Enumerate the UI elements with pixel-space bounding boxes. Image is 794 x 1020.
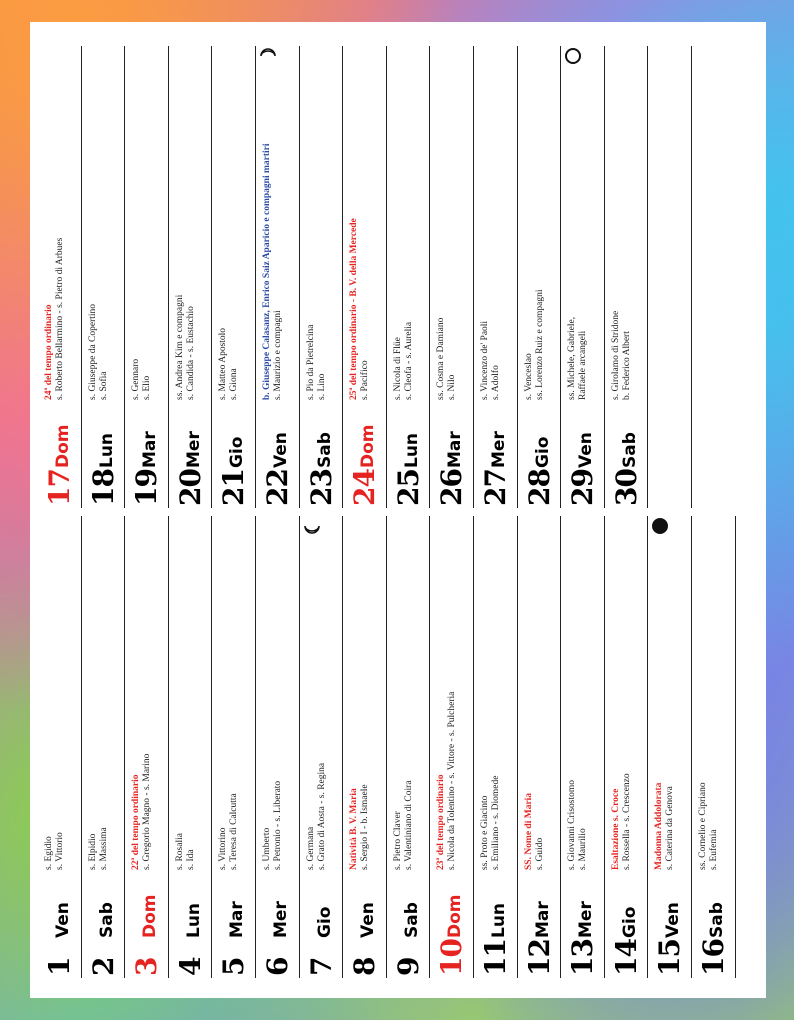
saints-list bbox=[306, 60, 328, 400]
saints-list bbox=[654, 530, 676, 870]
day-number: 21 bbox=[217, 469, 251, 506]
saints-list bbox=[131, 530, 153, 870]
day-number: 22 bbox=[260, 469, 294, 506]
saints-list bbox=[262, 60, 284, 400]
saint-name: s. Girolamo di Stridone bbox=[610, 310, 621, 400]
saint-name: s. Maurilio bbox=[578, 828, 589, 870]
day-row bbox=[300, 46, 344, 508]
saint-name: s. Nicola da Tolentino - s. Vittore - s. Pulcheria bbox=[447, 691, 458, 870]
day-number: 18 bbox=[86, 469, 120, 506]
day-row bbox=[256, 516, 300, 978]
day-number: 12 bbox=[522, 939, 556, 976]
day-of-week: Gio bbox=[532, 436, 553, 468]
day-number: 24 bbox=[348, 469, 382, 506]
saint-name: ss. Proto e Giacinto bbox=[479, 795, 490, 870]
saints-list bbox=[175, 530, 197, 870]
day-row bbox=[300, 516, 344, 978]
saints-list bbox=[393, 60, 415, 400]
saint-name: ss. Michele, Gabriele, bbox=[567, 316, 578, 400]
calendar-page bbox=[30, 22, 766, 998]
saints-list bbox=[567, 60, 589, 400]
day-row bbox=[343, 516, 387, 978]
feast-label: Natività B. V. Maria bbox=[349, 788, 360, 870]
day-number: 17 bbox=[43, 469, 76, 506]
day-number: 28 bbox=[522, 469, 556, 506]
day-number: 16 bbox=[696, 939, 730, 976]
saint-name: ss. Andrea Kim e compagni bbox=[174, 294, 185, 400]
feast-label: 24ª del tempo ordinario bbox=[44, 304, 54, 400]
saints-list bbox=[218, 530, 240, 870]
saint-name: b. Federico Albert bbox=[621, 331, 632, 400]
saint-name: s. Candida - s. Eustachio bbox=[185, 306, 196, 400]
saint-name: s. Pacifico bbox=[360, 360, 371, 400]
saints-list bbox=[306, 530, 328, 870]
empty-row bbox=[648, 46, 692, 508]
day-row bbox=[125, 46, 169, 508]
saint-name: s. Gennaro bbox=[131, 358, 142, 400]
saint-name: s. Emiliano - s. Diomede bbox=[490, 775, 501, 870]
saint-name: s. Petronio - s. Liberato bbox=[272, 780, 283, 870]
saints-list bbox=[567, 530, 589, 870]
saints-list bbox=[88, 60, 110, 400]
day-row bbox=[125, 516, 169, 978]
saint-name: Raffaele arcangeli bbox=[578, 330, 589, 400]
day-of-week: Mer bbox=[270, 901, 291, 938]
day-of-week: Mar bbox=[532, 901, 553, 938]
day-number: 30 bbox=[609, 469, 643, 506]
day-number: 27 bbox=[478, 469, 512, 506]
saints-list bbox=[524, 530, 546, 870]
day-row bbox=[343, 46, 387, 508]
saint-name: s. Caterina da Genova bbox=[665, 786, 676, 870]
day-of-week: Dom bbox=[445, 894, 466, 938]
saint-name: s. Elpidio bbox=[87, 833, 98, 870]
day-row bbox=[518, 46, 562, 508]
saint-name: s. Valentiniano di Coira bbox=[403, 780, 414, 870]
day-row bbox=[387, 516, 431, 978]
day-of-week: Mar bbox=[445, 431, 466, 468]
saint-name: s. Guido bbox=[534, 837, 545, 870]
saint-name: s. Roberto Bellarmino - s. Pietro di Arbues bbox=[55, 237, 65, 400]
day-of-week: Sab bbox=[314, 432, 335, 468]
saint-name: s. Nilo bbox=[447, 374, 458, 400]
saint-name: s. Rossella - s. Crescenzo bbox=[621, 773, 632, 870]
saints-list bbox=[480, 60, 502, 400]
days-1-16 bbox=[38, 516, 736, 978]
day-row bbox=[82, 46, 126, 508]
day-row bbox=[561, 516, 605, 978]
day-number: 23 bbox=[304, 469, 338, 506]
saints-list bbox=[436, 60, 458, 400]
saint-name: s. Egidio bbox=[44, 836, 54, 870]
day-of-week: Lun bbox=[488, 902, 509, 938]
day-row bbox=[561, 46, 605, 508]
saint-name: s. Adolfo bbox=[490, 365, 501, 400]
saint-name: s. Sofia bbox=[98, 371, 109, 400]
saint-name: s. Gregorio Magno - s. Marino bbox=[142, 753, 153, 870]
saint-name: s. Venceslao bbox=[523, 353, 534, 400]
feast-label: b. Giuseppe Calasanz, Enrico Saiz Aparicio e compagni martiri bbox=[261, 143, 272, 400]
day-of-week: Mer bbox=[576, 901, 597, 938]
day-of-week: Dom bbox=[358, 424, 379, 468]
day-number: 19 bbox=[130, 469, 164, 506]
saints-list bbox=[44, 530, 66, 870]
saint-name: s. Vincenzo de' Paoli bbox=[479, 320, 490, 400]
day-row bbox=[518, 516, 562, 978]
saint-name: s. Germana bbox=[305, 826, 316, 870]
day-of-week: Ven bbox=[663, 902, 684, 938]
saints-list bbox=[524, 60, 546, 400]
day-of-week: Mar bbox=[227, 901, 248, 938]
day-row bbox=[169, 46, 213, 508]
days-17-30 bbox=[38, 46, 692, 508]
saints-list bbox=[175, 60, 197, 400]
saint-name: s. Eufemia bbox=[708, 829, 719, 870]
day-row bbox=[256, 46, 300, 508]
day-of-week: Gio bbox=[227, 436, 248, 468]
saint-name: s. Grato di Aosta - s. Regina bbox=[316, 762, 327, 870]
saint-name: ss. Cosma e Damiano bbox=[436, 317, 447, 400]
day-number: 26 bbox=[435, 469, 469, 506]
day-row bbox=[474, 46, 518, 508]
saint-name: ss. Lorenzo Ruiz e compagni bbox=[534, 289, 545, 400]
saint-name: s. Giuseppe da Copertino bbox=[87, 303, 98, 400]
day-row bbox=[648, 516, 692, 978]
day-number: 3 bbox=[130, 957, 164, 976]
saints-list bbox=[436, 530, 458, 870]
day-of-week: Sab bbox=[96, 902, 117, 938]
day-number: 9 bbox=[391, 957, 425, 976]
feast-label: Esaltazione s. Croce bbox=[610, 788, 621, 870]
day-row bbox=[38, 46, 82, 508]
first-quarter-icon bbox=[260, 48, 276, 64]
day-of-week: Ven bbox=[53, 902, 73, 938]
saints-list bbox=[44, 60, 66, 400]
saint-name: s. Nicola di Flüe bbox=[392, 337, 403, 400]
day-number: 14 bbox=[609, 939, 643, 976]
day-number: 10 bbox=[435, 939, 469, 976]
saint-name: s. Umberto bbox=[261, 827, 272, 870]
day-of-week: Dom bbox=[140, 894, 161, 938]
saint-name: s. Vittorino bbox=[218, 827, 229, 870]
day-of-week: Mar bbox=[140, 431, 161, 468]
saint-name: s. Rosalia bbox=[174, 833, 185, 870]
saint-name: s. Pio da Pietrelcina bbox=[305, 324, 316, 400]
saint-name: s. Giona bbox=[229, 368, 240, 400]
saints-list bbox=[349, 530, 371, 870]
day-row bbox=[212, 46, 256, 508]
feast-label: Madonna Addolorata bbox=[654, 782, 665, 870]
day-number: 2 bbox=[86, 957, 120, 976]
saint-name: s. Pietro Claver bbox=[392, 811, 403, 870]
saints-list bbox=[611, 530, 633, 870]
day-of-week: Lun bbox=[183, 902, 204, 938]
day-number: 7 bbox=[304, 957, 338, 976]
saint-name: s. Massima bbox=[98, 827, 109, 870]
feast-label: 22ª del tempo ordinario bbox=[131, 774, 142, 870]
day-of-week: Mer bbox=[183, 431, 204, 468]
day-number: 13 bbox=[566, 939, 600, 976]
saints-list bbox=[393, 530, 415, 870]
feast-label: SS. Nome di Maria bbox=[523, 792, 534, 870]
full-moon-icon bbox=[565, 48, 581, 64]
day-number: 5 bbox=[217, 957, 251, 976]
saint-name: s. Teresa di Calcutta bbox=[229, 793, 240, 870]
saints-list bbox=[480, 530, 502, 870]
saints-list bbox=[698, 530, 720, 870]
day-of-week: Dom bbox=[53, 424, 73, 468]
saints-list bbox=[218, 60, 240, 400]
day-row bbox=[387, 46, 431, 508]
day-row bbox=[692, 516, 736, 978]
saint-name: s. Maurizio e compagni bbox=[272, 310, 283, 400]
day-of-week: Lun bbox=[96, 432, 117, 468]
day-row bbox=[605, 516, 649, 978]
day-of-week: Sab bbox=[401, 902, 422, 938]
day-number: 6 bbox=[260, 957, 294, 976]
day-of-week: Ven bbox=[576, 432, 597, 468]
rotated-calendar bbox=[30, 22, 766, 998]
saint-name: s. Giovanni Crisostomo bbox=[567, 780, 578, 870]
day-of-week: Lun bbox=[401, 432, 422, 468]
feast-label: 25ª del tempo ordinario - B. V. della Mercede bbox=[349, 218, 360, 400]
day-of-week: Sab bbox=[706, 902, 727, 938]
saints-list bbox=[262, 530, 284, 870]
last-quarter-icon bbox=[304, 518, 320, 534]
day-number: 25 bbox=[391, 469, 425, 506]
day-number: 20 bbox=[173, 469, 207, 506]
saint-name: s. Ida bbox=[185, 849, 196, 870]
day-number: 1 bbox=[43, 957, 76, 976]
saint-name: s. Matteo Apostolo bbox=[218, 327, 229, 400]
day-of-week: Sab bbox=[619, 432, 640, 468]
day-row bbox=[169, 516, 213, 978]
saint-name: s. Cleofa - s. Aurelia bbox=[403, 321, 414, 400]
saints-list bbox=[611, 60, 633, 400]
day-of-week: Ven bbox=[270, 432, 291, 468]
day-row bbox=[430, 516, 474, 978]
saint-name: s. Vittorio bbox=[55, 832, 65, 870]
day-row bbox=[605, 46, 649, 508]
day-of-week: Gio bbox=[314, 906, 335, 938]
day-of-week: Gio bbox=[619, 906, 640, 938]
day-row bbox=[38, 516, 82, 978]
saint-name: s. Elio bbox=[142, 375, 153, 400]
day-row bbox=[474, 516, 518, 978]
day-number: 11 bbox=[478, 939, 512, 976]
saints-list bbox=[131, 60, 153, 400]
day-number: 4 bbox=[173, 957, 207, 976]
day-row bbox=[212, 516, 256, 978]
day-number: 29 bbox=[566, 469, 600, 506]
day-of-week: Mer bbox=[488, 431, 509, 468]
day-number: 15 bbox=[653, 939, 687, 976]
saint-name: s. Lino bbox=[316, 373, 327, 400]
day-row bbox=[82, 516, 126, 978]
day-of-week: Ven bbox=[358, 902, 379, 938]
day-number: 8 bbox=[348, 957, 382, 976]
saint-name: ss. Cornelio e Cipriano bbox=[697, 782, 708, 870]
saints-list bbox=[88, 530, 110, 870]
saint-name: s. Sergio I - b. Ismaele bbox=[360, 784, 371, 870]
day-row bbox=[430, 46, 474, 508]
saints-list bbox=[349, 60, 371, 400]
feast-label: 23ª del tempo ordinario bbox=[436, 774, 447, 870]
